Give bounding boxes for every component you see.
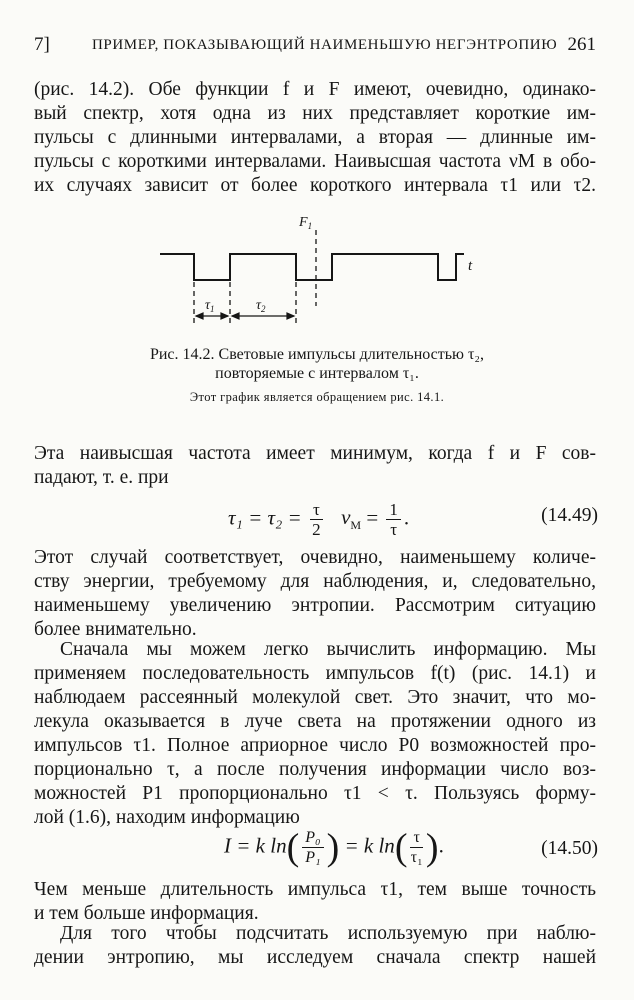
tau1-label: $\tau_1$ [205, 298, 215, 314]
equation-14-50: I = k ln( $\frac{\text{P₀}}{\text{P₁}}$ ) = k ln( $\frac{\tau}{\text{τ₁}}$ ). [224, 826, 444, 869]
chapter-marker: 7] [34, 34, 50, 55]
text-line: их случаях зависит от более короткого интервала τ1 или τ2. [34, 175, 596, 196]
text-line: Этот случай соответствует, очевидно, наименьшему количе- [34, 547, 596, 568]
text-line: и тем больше информация. [34, 903, 259, 924]
text-line: ству энергии, требуемому для наблюдения, и, следовательно, [34, 571, 596, 592]
f1-label: $F_1$ [299, 215, 313, 231]
text-line: можностей P1 пропорционально τ1 < τ. Пользуясь форму- [34, 783, 596, 804]
pulse-waveform [160, 254, 464, 280]
figure-caption-line-1: Рис. 14.2. Световые импульсы длительностью τ₂, [149, 346, 485, 363]
text-line: пульсы с короткими интервалами. Наивысшая частота νM в обо- [34, 151, 596, 172]
text-line: импульсов τ1. Полное априорное число P0 возможностей про- [34, 735, 596, 756]
running-header [34, 34, 596, 58]
text-line: порционально τ, а после получения информации число воз- [34, 759, 596, 780]
text-line: вый спектр, хотя одна из них представляет короткие им- [34, 103, 596, 124]
tau2-label: $\tau_2$ [256, 298, 266, 314]
text-line: лой (1.6), находим информацию [34, 807, 300, 828]
text-line: применяем последовательность импульсов f(t) (рис. 14.1) и [34, 663, 596, 684]
text-line: Чем меньше длительность импульса τ1, тем выше точность [34, 879, 596, 900]
text-line: пульсы с длинными интервалами, а вторая — длинные им- [34, 127, 596, 148]
page-number: 261 [567, 34, 596, 55]
text-line: наименьшему увеличению энтропии. Рассмотрим ситуацию [34, 595, 596, 616]
pulse-figure [0, 206, 634, 340]
figure-caption-line-2: повторяемые с интервалом τ₁. [215, 365, 419, 382]
text-line: более внимательно. [34, 619, 197, 640]
text-line: Для того чтобы подсчитать используемую при наблю- [60, 923, 596, 944]
text-line: падают, т. е. при [34, 467, 169, 488]
equation-number-14-50: (14.50) [541, 838, 598, 859]
text-line: наблюдаем рассеянный молекулой свет. Это значит, что мо- [34, 687, 596, 708]
text-line: Эта наивысшая частота имеет минимум, когда f и F сов- [34, 443, 596, 464]
text-line: Сначала мы можем легко вычислить информацию. Мы [60, 639, 596, 660]
text-line: лекула оказывается в луче света на протяжении одного из [34, 711, 596, 732]
text-line: (рис. 14.2). Обе функции f и F имеют, очевидно, одинако- [34, 79, 596, 100]
equation-14-49: τ₁ = τ₂ = $\frac{\tau}{2}$ $\nu_M$ = $\frac{1}{\tau}$ . [228, 500, 410, 539]
t-axis-label: t [468, 258, 473, 274]
text-line: дении энтропию, мы исследуем сначала спектр нашей [34, 947, 596, 968]
running-title: ПРИМЕР, ПОКАЗЫВАЮЩИЙ НАИМЕНЬШУЮ НЕГЭНТРОПИЮ [92, 37, 558, 53]
figure-note: Этот график является обращением рис. 14.1. [189, 390, 445, 404]
equation-number-14-49: (14.49) [541, 505, 598, 526]
